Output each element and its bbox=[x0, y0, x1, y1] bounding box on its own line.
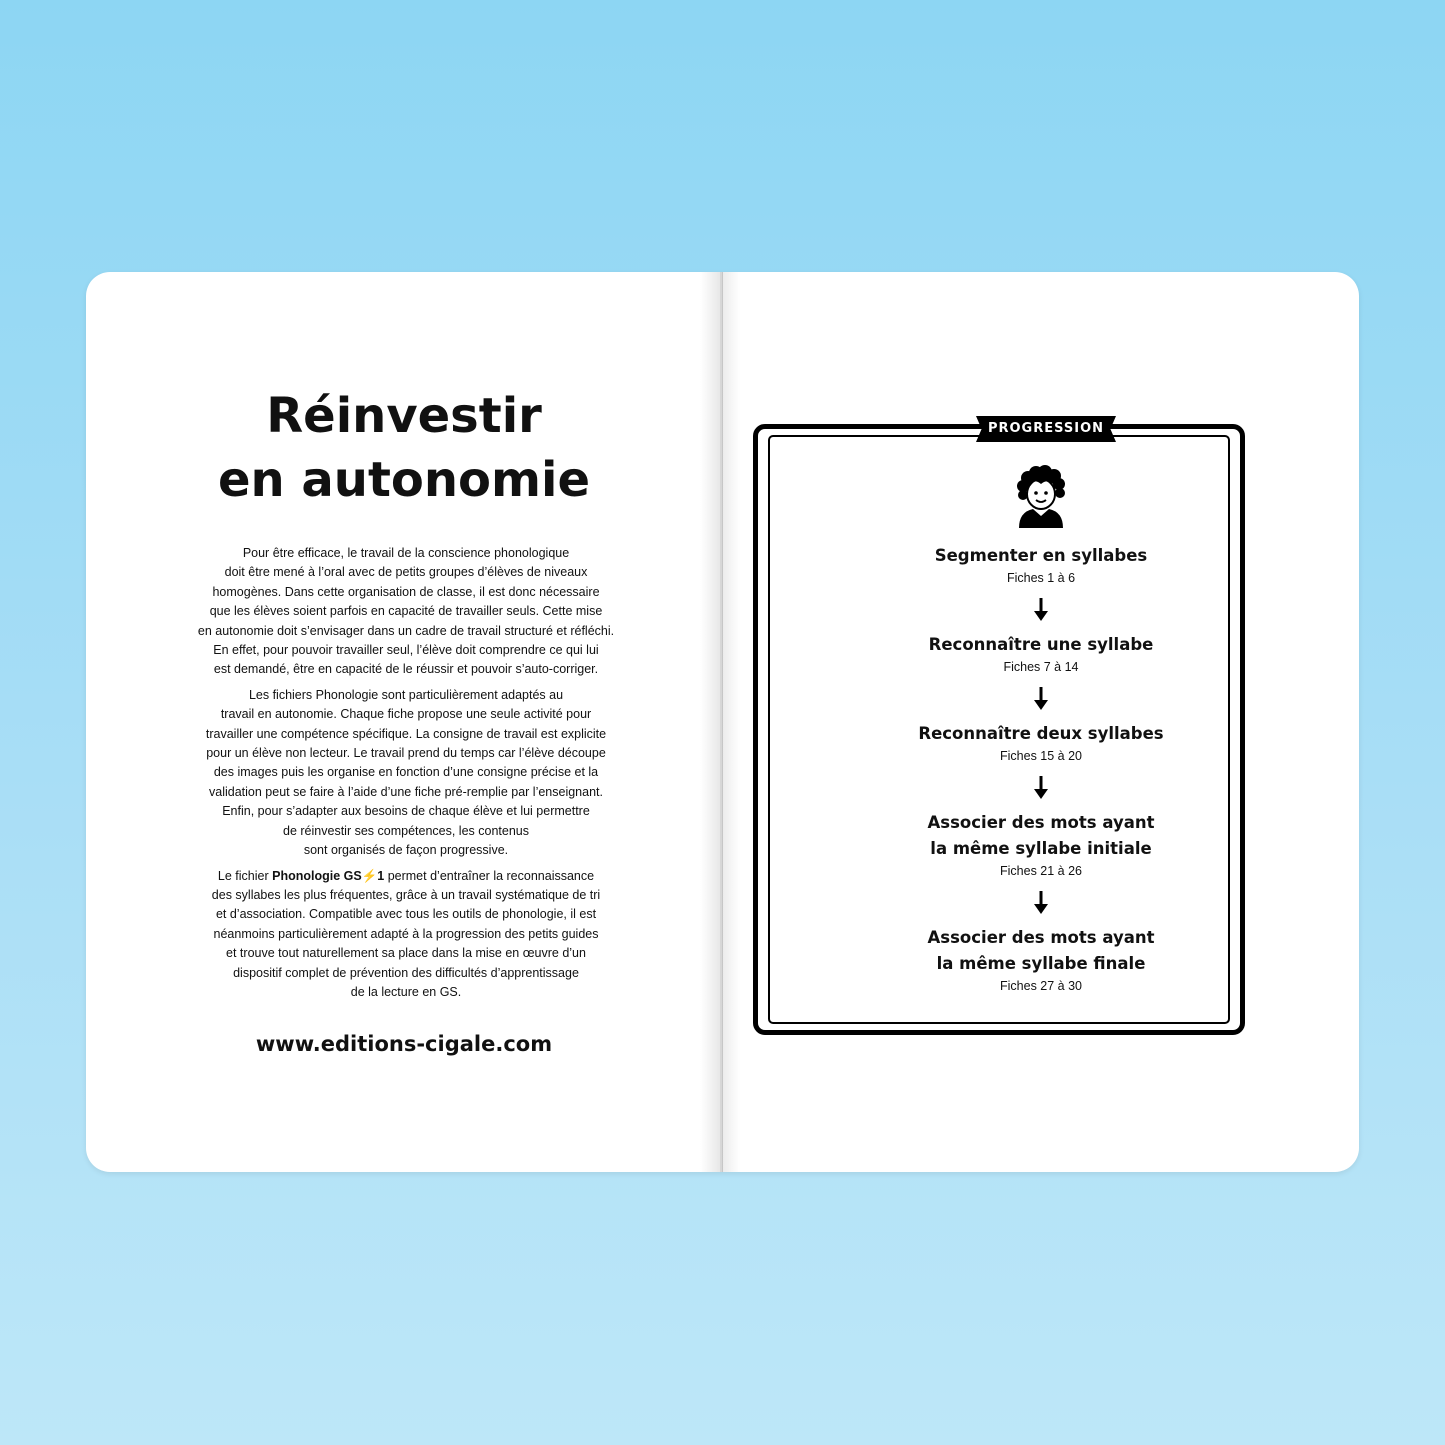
paragraph-line: sont organisés de façon progressive. bbox=[303, 843, 509, 858]
paragraph-line: des syllabes les plus fréquentes, grâce à un travail systématique de tri bbox=[211, 887, 601, 902]
step-subtitle: Fiches 1 à 6 bbox=[1006, 571, 1076, 585]
progression-step-4 bbox=[841, 810, 1241, 880]
product-name: Phonologie GS⚡1 bbox=[272, 868, 385, 883]
paragraph-line: de réinvestir ses compétences, les contenus bbox=[283, 823, 529, 838]
paragraph-line: validation peut se faire à l’aide d’une fiche pré-remplie par l’enseignant. bbox=[209, 784, 603, 799]
step-subtitle: Fiches 27 à 30 bbox=[1000, 979, 1082, 993]
paragraph-3 bbox=[186, 867, 626, 1003]
paragraph-line: Pour être efficace, le travail de la conscience phonologique bbox=[242, 546, 570, 560]
child-avatar-icon bbox=[1014, 464, 1068, 528]
step-subtitle: Fiches 21 à 26 bbox=[1000, 864, 1082, 878]
paragraph-line: Les fichiers Phonologie sont particulièrement adaptés au bbox=[248, 687, 564, 702]
paragraph-line: pour un élève non lecteur. Le travail prend du temps car l’élève découpe bbox=[206, 746, 606, 761]
step-title: Associer des mots ayant bbox=[927, 813, 1155, 832]
step-title: la même syllabe initiale bbox=[930, 839, 1152, 858]
step-title: la même syllabe finale bbox=[936, 954, 1146, 973]
paragraph-line: En effet, pour pouvoir travailler seul, l’élève doit comprendre ce qui lui bbox=[213, 643, 599, 658]
paragraph-line: homogènes. Dans cette organisation de classe, il est donc nécessaire bbox=[212, 584, 600, 599]
arrow-down-icon bbox=[1032, 598, 1050, 622]
paragraph-line: Enfin, pour s’adapter aux besoins de chaque élève et lui permettre bbox=[222, 804, 590, 819]
paragraph-line: travailler une compétence spécifique. La consigne de travail est explicite bbox=[205, 726, 607, 741]
step-title: Segmenter en syllabes bbox=[934, 546, 1148, 565]
website-url: www.editions-cigale.com bbox=[255, 1032, 553, 1056]
progression-step-3 bbox=[841, 721, 1241, 765]
paragraph-line: de la lecture en GS. bbox=[350, 984, 462, 999]
paragraph-line: doit être mené à l’oral avec de petits groupes d’élèves de niveaux bbox=[224, 565, 588, 580]
paragraph-1 bbox=[186, 544, 626, 680]
paragraph-line: et trouve tout naturellement sa place dans la mise en œuvre d’un bbox=[226, 946, 586, 961]
step-subtitle: Fiches 15 à 20 bbox=[1000, 749, 1082, 763]
paragraph-line: est demandé, être en capacité de le réussir et pouvoir s’auto-corriger. bbox=[213, 662, 599, 677]
step-title: Associer des mots ayant bbox=[927, 928, 1155, 947]
paragraph-line: que les élèves soient parfois en capacité de travailler seuls. Cette mise bbox=[209, 604, 603, 619]
paragraph-line: néanmoins particulièrement adapté à la progression des petits guides bbox=[213, 926, 599, 941]
paragraph-3-prefix: Le fichier bbox=[217, 868, 273, 883]
step-title: Reconnaître une syllabe bbox=[928, 635, 1154, 654]
progression-banner-label: PROGRESSION bbox=[987, 421, 1105, 436]
paragraph-line: des images puis les organise en fonction d’une consigne précise et la bbox=[213, 765, 599, 780]
progression-step-2 bbox=[841, 632, 1241, 676]
body-text bbox=[186, 544, 626, 1008]
paragraph-3-suffix: permet d’entraîner la reconnaissance bbox=[384, 868, 595, 883]
paragraph-line: dispositif complet de prévention des difficultés d’apprentissage bbox=[233, 965, 579, 980]
progression-step-5 bbox=[841, 925, 1241, 995]
paragraph-line: et d’association. Compatible avec tous les outils de phonologie, il est bbox=[215, 907, 597, 922]
paragraph-2 bbox=[186, 686, 626, 861]
step-title: Reconnaître deux syllabes bbox=[918, 724, 1164, 743]
paragraph-line: en autonomie doit s’envisager dans un cadre de travail structuré et réfléchi. bbox=[197, 623, 615, 638]
arrow-down-icon bbox=[1032, 687, 1050, 711]
paragraph-line: travail en autonomie. Chaque fiche propose une seule activité pour bbox=[220, 707, 592, 722]
arrow-down-icon bbox=[1032, 891, 1050, 915]
arrow-down-icon bbox=[1032, 776, 1050, 800]
page-title bbox=[86, 384, 722, 512]
progression-step-1 bbox=[841, 543, 1241, 587]
left-page bbox=[86, 272, 722, 1172]
paragraph-line bbox=[186, 867, 626, 886]
title-line-1: Réinvestir bbox=[266, 388, 542, 444]
title-line-2: en autonomie bbox=[217, 452, 591, 508]
step-subtitle: Fiches 7 à 14 bbox=[1003, 660, 1079, 674]
spine-shadow-right bbox=[722, 272, 740, 1172]
